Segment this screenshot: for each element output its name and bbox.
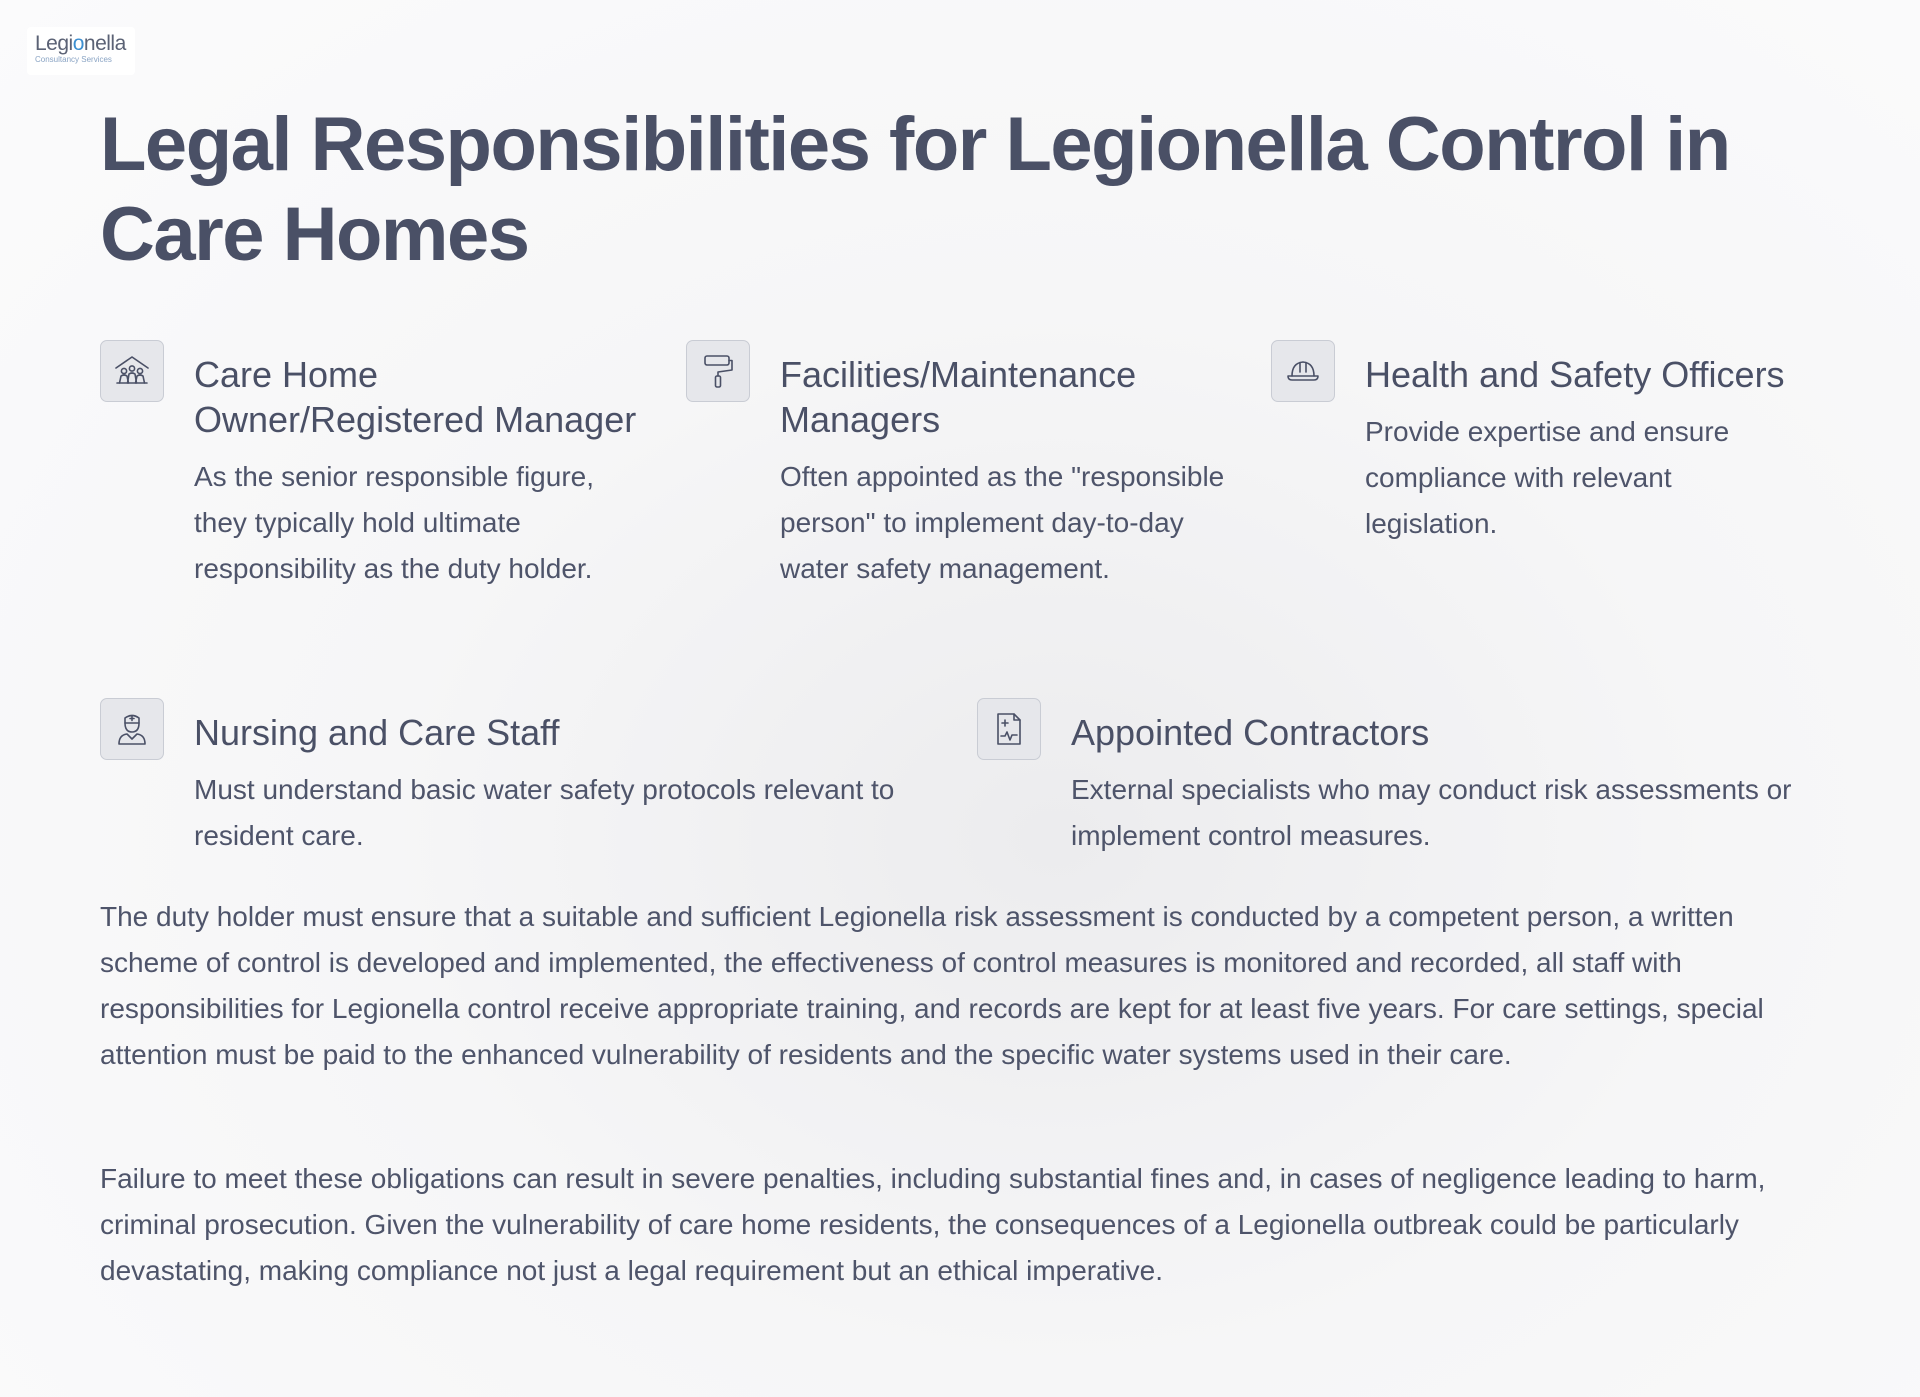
- penalties-paragraph: Failure to meet these obligations can result in severe penalties, including substantial fines and, in cases of negligence leading to harm, criminal prosecution. Given the vulnerability of care home residents, the consequences of a Legionella outbreak could be particularly devastating, making compliance not just a legal requirement but an ethical imperative.: [100, 1163, 1766, 1286]
- logo-subtitle: Consultancy Services: [35, 55, 112, 64]
- card-title: Care Home Owner/Registered Manager: [194, 354, 637, 440]
- card-title: Nursing and Care Staff: [194, 712, 560, 753]
- nurse-icon: [100, 698, 164, 760]
- card-text: Often appointed as the "responsible person" to implement day-to-day water safety management.: [780, 461, 1225, 584]
- card-text: As the senior responsible figure, they typically hold ultimate responsibility as the duty holder.: [194, 461, 594, 584]
- card-text: Must understand basic water safety protocols relevant to resident care.: [194, 774, 895, 851]
- card-title: Facilities/Maintenance Managers: [780, 354, 1137, 440]
- duty-holder-paragraph: The duty holder must ensure that a suitable and sufficient Legionella risk assessment is conducted by a competent person, a written scheme of control is developed and implemented, the effectiveness of control measures is monitored and recorded, all staff with responsibilities for Legionella control receive appropriate training, and records are kept for at least five years. For care settings, special attention must be paid to the enhanced vulnerability of residents and the specific water systems used in their care.: [100, 901, 1764, 1070]
- paint-roller-icon: [686, 340, 750, 402]
- card-title: Health and Safety Officers: [1365, 354, 1785, 395]
- family-home-icon: [100, 340, 164, 402]
- logo-wordmark: Legionella: [35, 32, 126, 55]
- card-title: Appointed Contractors: [1071, 712, 1430, 753]
- company-logo: [27, 27, 135, 75]
- hard-hat-icon: [1271, 340, 1335, 402]
- medical-report-icon: [977, 698, 1041, 760]
- card-text: External specialists who may conduct risk assessments or implement control measures.: [1071, 774, 1792, 851]
- page-title: Legal Responsibilities for Legionella Control in Care Homes: [100, 102, 1730, 277]
- card-text: Provide expertise and ensure compliance with relevant legislation.: [1365, 416, 1730, 539]
